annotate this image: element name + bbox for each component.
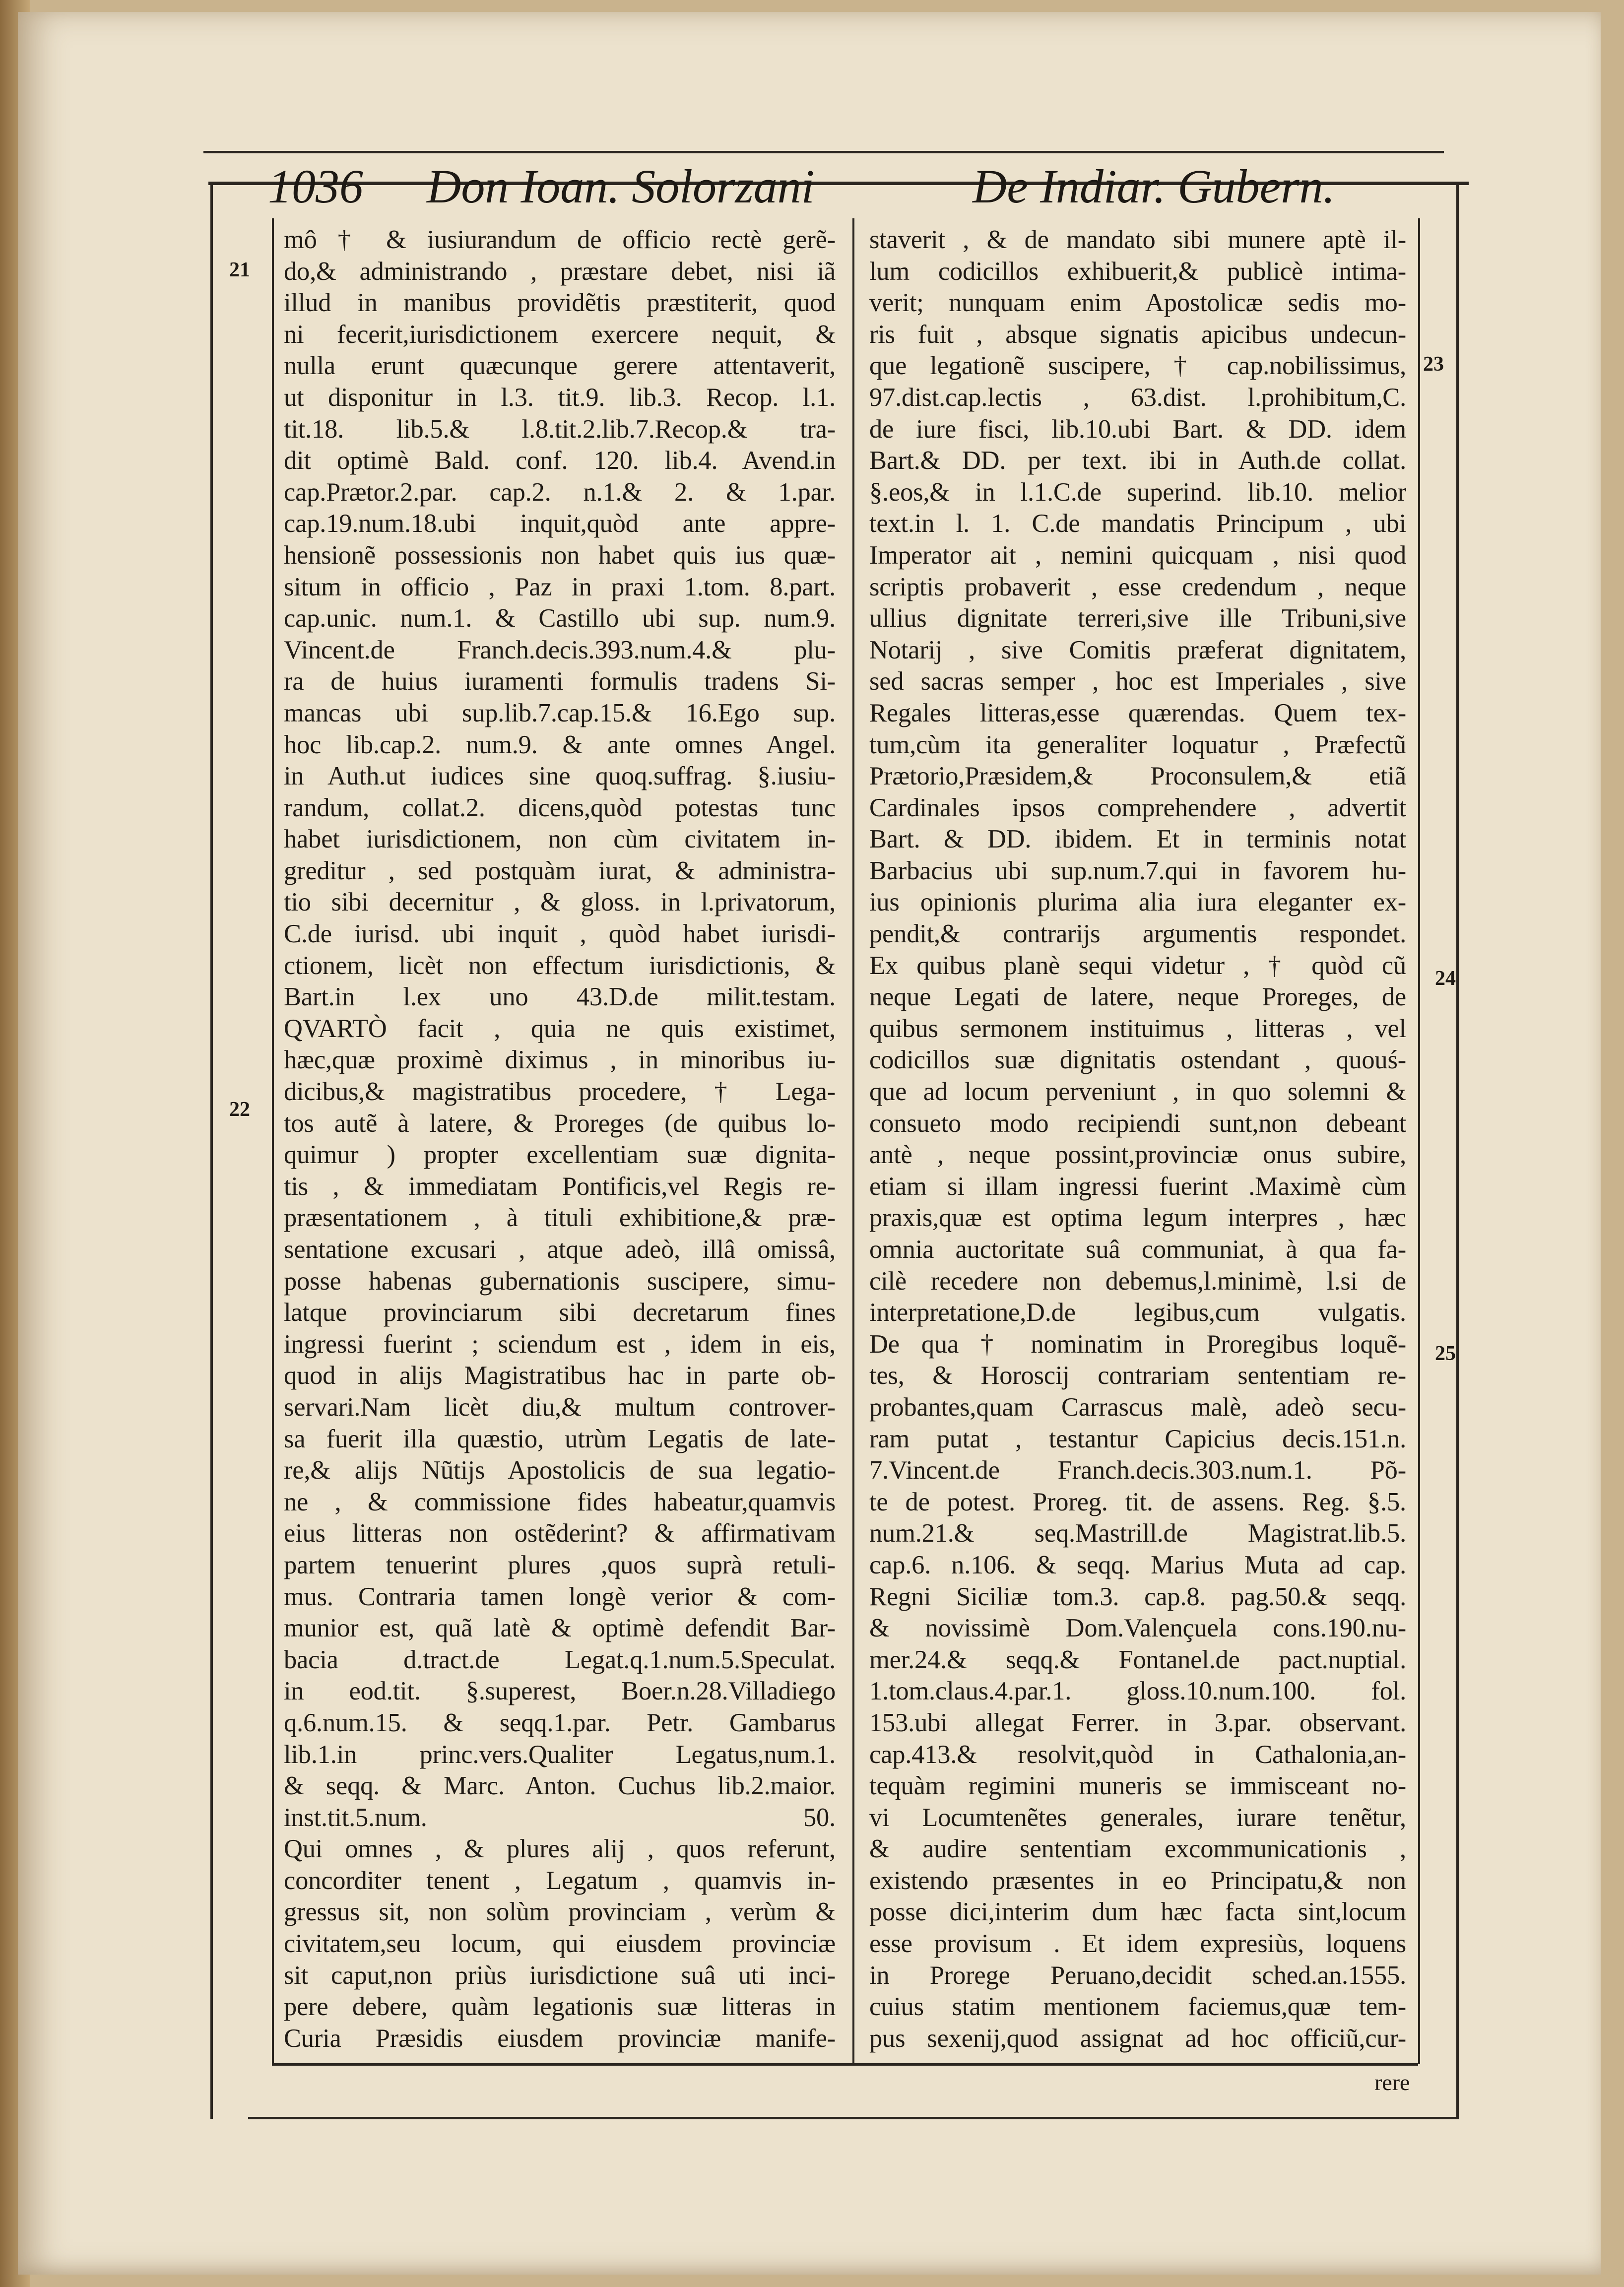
text-line: gressus sit, non solùm provinciam , verùm & xyxy=(284,1897,836,1927)
text-bottom-rule xyxy=(272,2063,1418,2066)
text-line: cilè recedere non debemus,l.minimè, l.si de xyxy=(869,1266,1406,1296)
text-line: Barbacius ubi sup.num.7.qui in favorem hu- xyxy=(869,856,1406,885)
text-line: sentatione excusari , atque adeò, illâ omissâ, xyxy=(284,1235,836,1264)
text-line: scriptis probaverit , esse credendum , neque xyxy=(869,572,1406,601)
text-line: habet iurisdictionem, non cùm civitatem in- xyxy=(284,825,836,854)
text-line: Ex quibus planè sequi videtur , † quòd cũ xyxy=(869,951,1406,980)
text-line: Notarij , sive Comitis præferat dignitatem, xyxy=(869,635,1406,664)
text-line: pere debere, quàm legationis suæ litteras in xyxy=(284,1992,836,2022)
text-line: cap.19.num.18.ubi inquit,quòd ante appre- xyxy=(284,509,836,538)
text-line: hensionẽ possessionis non habet quis ius quæ- xyxy=(284,540,836,570)
margin-number: 24 xyxy=(1435,967,1456,990)
text-line: re,& alijs Nũtijs Apostolicis de sua legatio- xyxy=(284,1456,836,1485)
text-line: cap.6. n.106. & seqq. Marius Muta ad cap. xyxy=(869,1550,1406,1579)
text-line: præsentationem , à tituli exhibitione,& præ- xyxy=(284,1203,836,1233)
text-line: text.in l. 1. C.de mandatis Principum , ubi xyxy=(869,509,1406,538)
text-line: QVARTÒ facit , quia ne quis existimet, xyxy=(284,1014,836,1043)
text-line: nulla erunt quæcunque gerere attentaverit, xyxy=(284,351,836,381)
text-line: 153.ubi allegat Ferrer. in 3.par. observant. xyxy=(869,1708,1406,1737)
text-line: Bart.in l.ex uno 43.D.de milit.testam. xyxy=(284,982,836,1012)
text-line: do,& administrando , præstare debet, nisi iã xyxy=(284,257,836,286)
text-line: praxis,quæ est optima legum interpres , hæc xyxy=(869,1203,1406,1233)
text-line: mus. Contraria tamen longè verior & com- xyxy=(284,1582,836,1611)
inner-left-rule xyxy=(272,218,274,2064)
text-line: mancas ubi sup.lib.7.cap.15.& 16.Ego sup. xyxy=(284,698,836,727)
text-line: cuius statim mentionem faciemus,quæ tem- xyxy=(869,1992,1406,2022)
text-line: posse habenas gubernationis suscipere, simu- xyxy=(284,1266,836,1296)
text-line: bacia d.tract.de Legat.q.1.num.5.Speculat. xyxy=(284,1645,836,1674)
text-line: ram putat , testantur Capicius decis.151.n. xyxy=(869,1424,1406,1453)
text-line: munior est, quã latè & optimè defendit Bar- xyxy=(284,1614,836,1643)
catchword: rere xyxy=(1374,2070,1410,2095)
text-line: situm in officio , Paz in praxi 1.tom. 8.part. xyxy=(284,572,836,601)
text-line: & novissimè Dom.Valençuela cons.190.nu- xyxy=(869,1614,1406,1643)
text-line: Curia Præsidis eiusdem provinciæ manife- xyxy=(284,2024,836,2053)
text-line: te de potest. Proreg. tit. de assens. Reg. §.5. xyxy=(869,1487,1406,1516)
text-line: staverit , & de mandato sibi munere aptè il- xyxy=(869,225,1406,254)
text-line: ingressi fuerint ; sciendum est , idem in eis, xyxy=(284,1329,836,1359)
running-head-title: De Indiar. Gubern. xyxy=(973,160,1335,213)
text-line: quimur ) propter excellentiam suæ dignita- xyxy=(284,1140,836,1170)
text-line: hæc,quæ proximè diximus , in minoribus iu- xyxy=(284,1045,836,1075)
text-line: mô † & iusiurandum de officio rectè gerẽ- xyxy=(284,225,836,254)
text-line: Bart.& DD. per text. ibi in Auth.de collat. xyxy=(869,446,1406,475)
text-line: cap.unic. num.1. & Castillo ubi sup. num.9. xyxy=(284,604,836,633)
text-line: verit; nunquam enim Apostolicæ sedis mo- xyxy=(869,288,1406,318)
text-line: interpretatione,D.de legibus,cum vulgatis. xyxy=(869,1298,1406,1327)
text-line: posse dici,interim dum hæc facta sint,locum xyxy=(869,1897,1406,1927)
text-line: Cardinales ipsos comprehendere , advertit xyxy=(869,793,1406,822)
margin-number: 25 xyxy=(1435,1342,1456,1365)
text-line: partem tenuerint plures ,quos suprà retuli- xyxy=(284,1550,836,1579)
text-line: civitatem,seu locum, qui eiusdem provinciæ xyxy=(284,1929,836,1959)
text-line: neque Legati de latere, neque Proreges, de xyxy=(869,982,1406,1012)
text-line: ni fecerit,iurisdictionem exercere nequit, & xyxy=(284,320,836,349)
text-line: ris fuit , absque signatis apicibus undecun- xyxy=(869,320,1406,349)
text-line: servari.Nam licèt diu,& multum controver- xyxy=(284,1392,836,1422)
text-line: tis , & immediatam Pontificis,vel Regis re- xyxy=(284,1172,836,1201)
text-line: ut disponitur in l.3. tit.9. lib.3. Recop. l.1. xyxy=(284,383,836,412)
text-line: in Auth.ut iudices sine quoq.suffrag. §.iusiu- xyxy=(284,762,836,791)
text-line: existendo præsentes in eo Principatu,& non xyxy=(869,1866,1406,1895)
text-line: ius opinionis plurima alia iura eleganter ex- xyxy=(869,888,1406,917)
text-line: in Prorege Peruano,decidit sched.an.1555. xyxy=(869,1960,1406,1990)
text-line: tio sibi decernitur , & gloss. in l.privatorum, xyxy=(284,888,836,917)
text-line: greditur , sed postquàm iurat, & administra- xyxy=(284,856,836,885)
text-line: Qui omnes , & plures alij , quos referunt, xyxy=(284,1834,836,1864)
text-line: inst.tit.5.num. 50. xyxy=(284,1803,836,1832)
text-line: randum, collat.2. dicens,quòd potestas tunc xyxy=(284,793,836,822)
text-line: lum codicillos exhibuerit,& publicè intima- xyxy=(869,257,1406,286)
text-line: que ad locum perveniunt , in quo solemni & xyxy=(869,1077,1406,1107)
page-number: 1036 xyxy=(268,160,363,213)
text-line: §.eos,& in l.1.C.de superind. lib.10. melior xyxy=(869,477,1406,507)
column-divider-rule xyxy=(852,218,854,2064)
text-line: etiam si illam ingressi fuerint .Maximè cùm xyxy=(869,1172,1406,1201)
text-line: Regni Siciliæ tom.3. cap.8. pag.50.& seqq. xyxy=(869,1582,1406,1611)
text-line: eius litteras non ostẽderint? & affirmativam xyxy=(284,1519,836,1548)
text-line: antè , neque possint,provinciæ onus subire, xyxy=(869,1140,1406,1170)
margin-number: 23 xyxy=(1423,353,1444,376)
text-line: num.21.& seq.Mastrill.de Magistrat.lib.5. xyxy=(869,1519,1406,1548)
text-line: concorditer tenent , Legatum , quamvis in- xyxy=(284,1866,836,1895)
text-line: tes, & Horoscij contrariam sententiam re- xyxy=(869,1361,1406,1390)
text-line: omnia auctoritate suâ communiat, à qua fa- xyxy=(869,1235,1406,1264)
text-line: hoc lib.cap.2. num.9. & ante omnes Angel. xyxy=(284,730,836,759)
text-line: ctionem, licèt non effectum iurisdictionis, & xyxy=(284,951,836,980)
text-line: codicillos suæ dignitatis ostendant , quouś- xyxy=(869,1045,1406,1075)
text-line: in eod.tit. §.superest, Boer.n.28.Villadiego xyxy=(284,1677,836,1706)
text-line: dicibus,& magistratibus procedere, † Lega- xyxy=(284,1077,836,1107)
text-line: tum,cùm ita generaliter loquatur , Præfectũ xyxy=(869,730,1406,759)
text-line: 7.Vincent.de Franch.decis.303.num.1. Põ- xyxy=(869,1456,1406,1485)
text-line: q.6.num.15. & seqq.1.par. Petr. Gambarus xyxy=(284,1708,836,1737)
text-line: dit optimè Bald. conf. 120. lib.4. Avend.in xyxy=(284,446,836,475)
text-line: consueto modo recipiendi sunt,non debeant xyxy=(869,1109,1406,1138)
text-line: lib.1.in princ.vers.Qualiter Legatus,num.1. xyxy=(284,1740,836,1769)
text-line: illud in manibus providẽtis præstiterit, quod xyxy=(284,288,836,318)
text-line: tit.18. lib.5.& l.8.tit.2.lib.7.Recop.& tra- xyxy=(284,414,836,444)
text-line: probantes,quam Carrascus malè, adeò secu- xyxy=(869,1392,1406,1422)
text-line: cap.413.& resolvit,quòd in Cathalonia,an- xyxy=(869,1740,1406,1769)
text-line: & audire sententiam excommunicationis , xyxy=(869,1834,1406,1864)
running-header xyxy=(238,159,1469,218)
text-line: que legationẽ suscipere, † cap.nobilissimus, xyxy=(869,351,1406,381)
text-line: ne , & commissione fides habeatur,quamvis xyxy=(284,1487,836,1516)
text-line: Imperator ait , nemini quicquam , nisi quod xyxy=(869,540,1406,570)
text-line: sed sacras semper , hoc est Imperiales , sive xyxy=(869,667,1406,696)
text-line: De qua † nominatim in Proregibus loquẽ- xyxy=(869,1329,1406,1359)
text-line: ullius dignitate terreri,sive ille Tribuni,sive xyxy=(869,604,1406,633)
text-line: Vincent.de Franch.decis.393.num.4.& plu- xyxy=(284,635,836,664)
text-line: pus sexenij,quod assignat ad hoc officiũ,cur- xyxy=(869,2024,1406,2053)
right-text-column xyxy=(869,224,1406,2054)
text-line: vi Locumtenẽtes generales, iurare tenẽtur, xyxy=(869,1803,1406,1832)
text-line: sa fuerit illa quæstio, utrùm Legatis de late- xyxy=(284,1424,836,1453)
text-line: latque provinciarum sibi decretarum fines xyxy=(284,1298,836,1327)
text-line: 97.dist.cap.lectis , 63.dist. l.prohibitum,C. xyxy=(869,383,1406,412)
text-line: & seqq. & Marc. Anton. Cuchus lib.2.maior. xyxy=(284,1771,836,1801)
text-line: Bart. & DD. ibidem. Et in terminis notat xyxy=(869,825,1406,854)
text-line: Prætorio,Præsidem,& Proconsulem,& etiã xyxy=(869,762,1406,791)
top-rule xyxy=(203,151,1444,153)
text-line: pendit,& contrarijs argumentis respondet. xyxy=(869,919,1406,949)
outer-right-rule xyxy=(1456,184,1459,2119)
running-head-author: Don Ioan. Solorzani xyxy=(427,160,815,213)
text-line: sit caput,non priùs iurisdictione suâ uti inci- xyxy=(284,1960,836,1990)
text-line: tequàm regimini muneris se immisceant no- xyxy=(869,1771,1406,1801)
text-line: cap.Prætor.2.par. cap.2. n.1.& 2. & 1.par. xyxy=(284,477,836,507)
margin-number: 21 xyxy=(229,259,250,281)
bottom-rule xyxy=(248,2117,1459,2119)
text-line: esse provisum . Et idem expresiùs, loquens xyxy=(869,1929,1406,1959)
text-line: quibus sermonem instituimus , litteras , vel xyxy=(869,1014,1406,1043)
text-line: ra de huius iuramenti formulis tradens Si- xyxy=(284,667,836,696)
text-line: Regales litteras,esse quærendas. Quem tex- xyxy=(869,698,1406,727)
inner-right-rule xyxy=(1418,218,1420,2064)
text-line: mer.24.& seqq.& Fontanel.de pact.nuptial. xyxy=(869,1645,1406,1674)
text-line: de iure fisci, lib.10.ubi Bart. & DD. idem xyxy=(869,414,1406,444)
text-line: 1.tom.claus.4.par.1. gloss.10.num.100. fol. xyxy=(869,1677,1406,1706)
left-text-column xyxy=(284,224,836,2054)
text-line: quod in alijs Magistratibus hac in parte ob- xyxy=(284,1361,836,1390)
outer-left-rule xyxy=(210,184,213,2119)
text-line: C.de iurisd. ubi inquit , quòd habet iurisdi- xyxy=(284,919,836,949)
margin-number: 22 xyxy=(229,1098,250,1121)
text-line: tos autẽ à latere, & Proreges (de quibus lo- xyxy=(284,1109,836,1138)
